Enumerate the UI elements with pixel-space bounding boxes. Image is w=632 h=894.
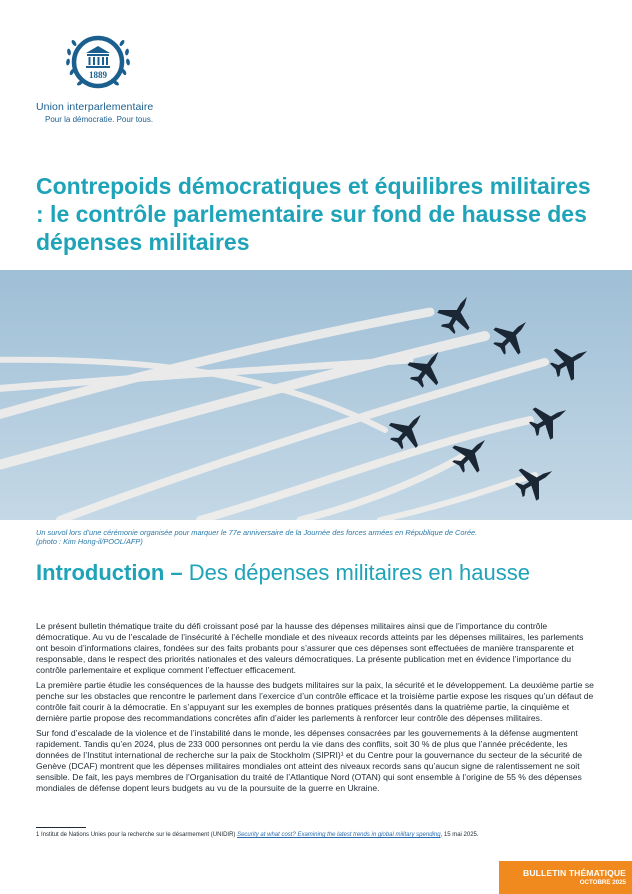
paragraph: Sur fond d’escalade de la violence et de l’instabilité dans le monde, les dépenses consacrées par les gouvernements à la défense augmentent rapidement. Tandis qu’en 2024, plus de 233 000 personnes ont perdu la vie dans des conflits, soit 30 % de plus que l’année précédente, les données de l’Institut international de recherche sur la paix de Stockholm (SIPRI)¹ et du Centre pour la gouvernance du secteur de la sécurité de Genève (DCAF) montrent que les dépenses militaires mondiales ont atteint des niveaux records sans qu’aucun signe de ralentissement ne soit sensible. De fait, les pays membres de l’Organisation du traité de l’Atlantique Nord (OTAN) qui sont ensemble à l’origine de 55 % des dépenses mondiales de défense dopent leurs budgets au vu de la poursuite de la guerre en Ukraine.	[36, 728, 583, 793]
org-tagline: Pour la démocratie. Pour tous.	[45, 115, 154, 124]
footnote	[36, 831, 596, 839]
hero-photo-jets	[0, 270, 632, 520]
paragraph: Le présent bulletin thématique traite du défi croissant posé par la hausse des dépenses militaires ainsi que de l’importance du contrôle démocratique. Au vu de l’escalade de l’insécurité à l’échelle mondiale et des niveaux records atteints par les dépenses militaires, les parlements ont besoin d’informations claires, fondées sur des faits probants pour s’assurer que ces dépenses sont effectuées de manière transparente et responsable, dans le respect des priorités nationales et des valeurs démocratiques. La présente publication met en évidence l’importance du contrôle parlementaire et explique comment l’effectuer efficacement.	[36, 621, 584, 675]
document-title: Contrepoids démocratiques et équilibres militaires : le contrôle parlementaire sur fond de hausse des dépenses militaires	[36, 173, 591, 255]
photo-caption	[36, 528, 606, 546]
section-heading	[36, 560, 596, 586]
footnote-divider	[36, 827, 86, 828]
caption-text: Un survol lors d’une cérémonie organisée pour marquer le 77e anniversaire de la Journée des forces armées en République de Corée.	[36, 528, 478, 537]
badge-label: BULLETIN THÉMATIQUE	[523, 868, 626, 878]
body-text	[36, 621, 596, 798]
footnote-link[interactable]: Security at what cost? Examining the latest trends in global military spending	[237, 832, 441, 838]
badge-date: OCTOBRE 2025	[579, 879, 626, 886]
paragraph: La première partie étudie les conséquences de la hausse des budgets militaires sur la paix, la sécurité et le développement. La deuxième partie se penche sur les obstacles que rencontre le parlement dans l’exercice d’un contrôle efficace et la troisième partie expose les risques qu’un défaut de contrôle fait courir à la démocratie. En s’appuyant sur les exemples de bonnes pratiques présentés dans la quatrième partie, la cinquième et dernière partie propose des recommandations concrètes afin d’aider les parlements à renforcer leur contrôle des dépenses militaires.	[36, 680, 594, 723]
section-heading-rest: Des dépenses militaires en hausse	[182, 560, 530, 585]
logo-year: 1889	[89, 70, 107, 80]
ipu-logo-icon	[58, 28, 138, 108]
bulletin-badge	[499, 861, 632, 894]
section-heading-bold: Introduction –	[36, 560, 183, 585]
footnote-text: 1 Institut de Nations Unies pour la recherche sur le désarmement (UNIDIR)	[36, 832, 238, 838]
caption-credit: (photo : Kim Hong-il/POOL/AFP)	[36, 537, 143, 546]
org-name: Union interparlementaire	[36, 101, 154, 113]
footnote-date: , 15 mai 2025.	[440, 832, 479, 838]
